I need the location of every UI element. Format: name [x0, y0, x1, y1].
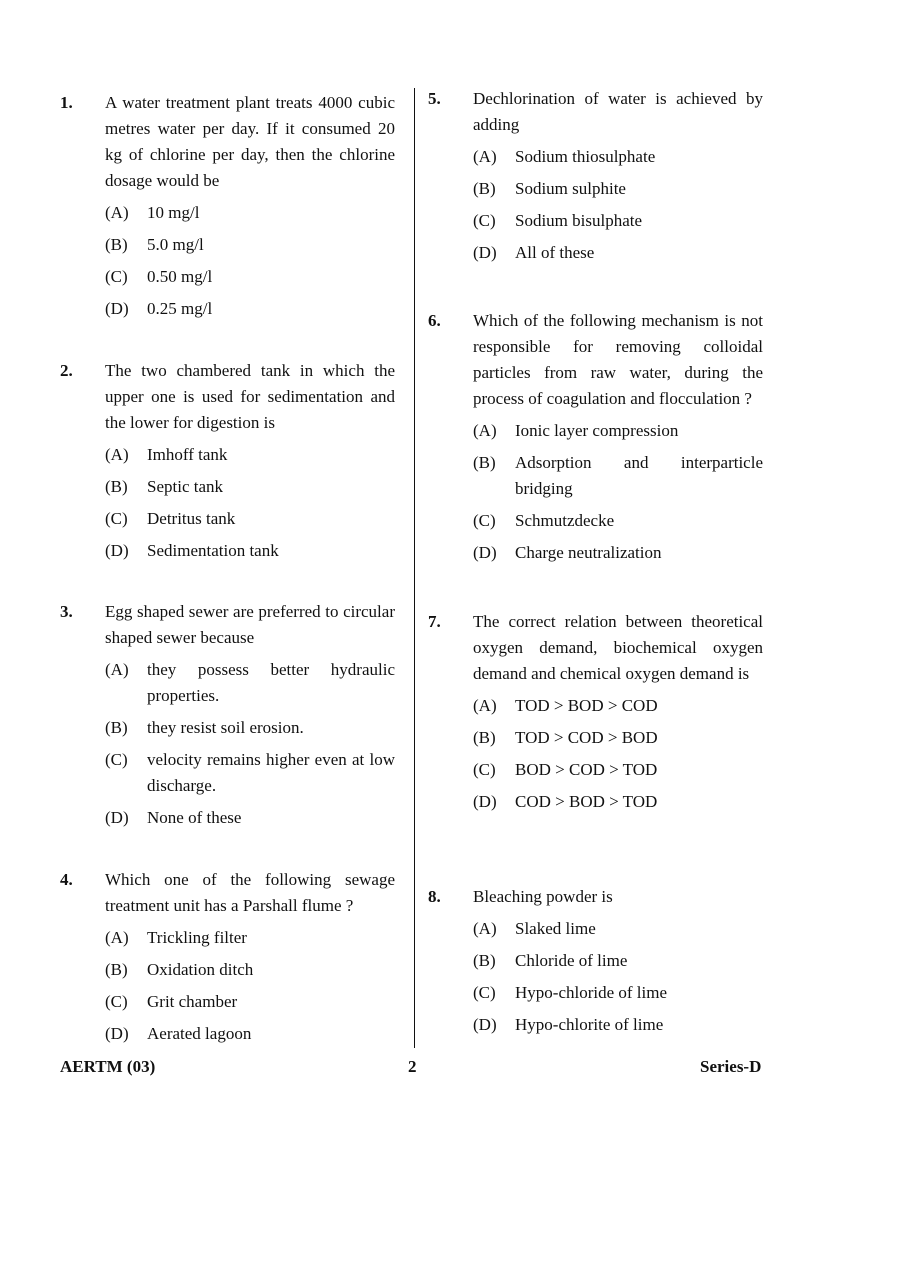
option-label: (C): [473, 511, 496, 530]
option-text: 0.50 mg/l: [147, 267, 213, 286]
option-text: Aerated lagoon: [147, 1024, 252, 1043]
question-number: 1.: [60, 93, 73, 112]
option-label: (A): [473, 421, 497, 440]
option-text: TOD > BOD > COD: [515, 696, 658, 715]
option-text: Sedimentation tank: [147, 541, 279, 560]
option-label: (D): [473, 543, 497, 562]
option-label: (A): [105, 445, 129, 464]
option-text: All of these: [515, 243, 595, 262]
option-c[interactable]: [473, 208, 763, 234]
option-label: (C): [473, 211, 496, 230]
option-text: Detritus tank: [147, 509, 236, 528]
option-text: None of these: [147, 808, 242, 827]
option-label: (C): [473, 983, 496, 1002]
option-b[interactable]: [105, 232, 395, 258]
question-6: [428, 308, 763, 572]
option-text: they resist soil erosion.: [147, 718, 304, 737]
option-label: (C): [473, 760, 496, 779]
option-label: (A): [473, 147, 497, 166]
option-label: (A): [105, 660, 129, 679]
question-7: [428, 609, 763, 821]
paper-code: AERTM (03): [60, 1057, 156, 1076]
option-text: Charge neutralization: [515, 543, 662, 562]
option-label: (D): [105, 808, 129, 827]
option-b[interactable]: [105, 715, 395, 741]
option-label: (C): [105, 267, 128, 286]
option-a[interactable]: [473, 418, 763, 444]
options-list: [473, 144, 763, 266]
question-number: 4.: [60, 870, 73, 889]
option-text: Trickling filter: [147, 928, 247, 947]
option-text: Chloride of lime: [515, 951, 628, 970]
option-b[interactable]: [105, 957, 395, 983]
option-label: (B): [105, 477, 128, 496]
question-text: Egg shaped sewer are preferred to circular shaped sewer because: [105, 602, 395, 647]
option-text: COD > BOD > TOD: [515, 792, 658, 811]
option-b[interactable]: [473, 176, 763, 202]
option-text: velocity remains higher even at low discharge.: [147, 750, 395, 795]
option-a[interactable]: [473, 693, 763, 719]
option-text: TOD > COD > BOD: [515, 728, 658, 747]
option-label: (D): [473, 1015, 497, 1034]
option-text: 10 mg/l: [147, 203, 200, 222]
option-label: (B): [105, 235, 128, 254]
option-a[interactable]: [105, 657, 395, 709]
options-list: [105, 657, 395, 831]
option-text: Slaked lime: [515, 919, 596, 938]
option-label: (B): [473, 179, 496, 198]
option-b[interactable]: [473, 725, 763, 751]
options-list: [473, 693, 763, 815]
column-divider: [414, 88, 415, 1048]
question-text: Dechlorination of water is achieved by adding: [473, 89, 763, 134]
option-label: (D): [105, 541, 129, 560]
options-list: [473, 418, 763, 566]
option-b[interactable]: [105, 474, 395, 500]
option-text: Ionic layer compression: [515, 421, 679, 440]
option-label: (A): [473, 919, 497, 938]
option-d[interactable]: [105, 805, 395, 831]
option-c[interactable]: [105, 989, 395, 1015]
option-a[interactable]: [105, 925, 395, 951]
option-c[interactable]: [105, 264, 395, 290]
options-list: [105, 925, 395, 1047]
option-label: (B): [473, 453, 496, 472]
question-number: 8.: [428, 887, 441, 906]
question-4: [60, 867, 395, 1053]
question-number: 2.: [60, 361, 73, 380]
option-d[interactable]: [105, 538, 395, 564]
question-number: 3.: [60, 602, 73, 621]
question-text: Which of the following mechanism is not responsible for removing colloidal particles from raw water, during the process of coagulation and flocculation ?: [473, 311, 763, 408]
option-label: (C): [105, 750, 128, 769]
option-text: 5.0 mg/l: [147, 235, 204, 254]
option-d[interactable]: [105, 1021, 395, 1047]
question-number: 7.: [428, 612, 441, 631]
option-text: BOD > COD > TOD: [515, 760, 658, 779]
option-text: Adsorption and interparticle bridging: [515, 453, 763, 498]
option-d[interactable]: [473, 1012, 763, 1038]
option-c[interactable]: [473, 508, 763, 534]
option-c[interactable]: [105, 506, 395, 532]
option-label: (D): [105, 299, 129, 318]
option-label: (A): [105, 928, 129, 947]
option-label: (B): [105, 960, 128, 979]
option-d[interactable]: [473, 540, 763, 566]
option-text: Schmutzdecke: [515, 511, 615, 530]
option-label: (C): [105, 992, 128, 1011]
option-text: Septic tank: [147, 477, 224, 496]
question-text: A water treatment plant treats 4000 cubic metres water per day. If it consumed 20 kg of chlorine per day, then the chlorine dosage would be: [105, 93, 395, 190]
option-a[interactable]: [105, 200, 395, 226]
option-label: (B): [473, 951, 496, 970]
option-label: (D): [105, 1024, 129, 1043]
option-label: (B): [473, 728, 496, 747]
option-label: (A): [105, 203, 129, 222]
option-d[interactable]: [473, 240, 763, 266]
options-list: [473, 916, 763, 1038]
question-text: The two chambered tank in which the upper one is used for sedimentation and the lower for digestion is: [105, 361, 395, 432]
option-c[interactable]: [473, 980, 763, 1006]
option-text: Imhoff tank: [147, 445, 228, 464]
option-text: 0.25 mg/l: [147, 299, 213, 318]
option-c[interactable]: [105, 747, 395, 799]
option-d[interactable]: [473, 789, 763, 815]
question-1: [60, 90, 395, 328]
question-2: [60, 358, 395, 570]
option-label: (B): [105, 718, 128, 737]
option-a[interactable]: [473, 144, 763, 170]
question-text: Bleaching powder is: [473, 887, 613, 906]
question-8: [428, 884, 763, 1044]
question-text: Which one of the following sewage treatment unit has a Parshall flume ?: [105, 870, 395, 915]
option-label: (D): [473, 243, 497, 262]
option-text: Sodium thiosulphate: [515, 147, 656, 166]
option-label: (A): [473, 696, 497, 715]
option-b[interactable]: [473, 450, 763, 502]
question-5: [428, 86, 763, 272]
option-label: (C): [105, 509, 128, 528]
option-c[interactable]: [473, 757, 763, 783]
question-3: [60, 599, 395, 837]
option-text: Hypo-chlorite of lime: [515, 1015, 664, 1034]
option-text: Grit chamber: [147, 992, 238, 1011]
options-list: [105, 200, 395, 322]
series-label: Series-D: [700, 1057, 762, 1076]
option-text: they possess better hydraulic properties.: [147, 660, 395, 705]
question-text: The correct relation between theoretical oxygen demand, biochemical oxygen demand and chemical oxygen demand is: [473, 612, 763, 683]
option-b[interactable]: [473, 948, 763, 974]
option-a[interactable]: [105, 442, 395, 468]
option-text: Oxidation ditch: [147, 960, 254, 979]
page-number: 2: [408, 1057, 417, 1076]
question-number: 6.: [428, 311, 441, 330]
option-text: Hypo-chloride of lime: [515, 983, 668, 1002]
option-text: Sodium bisulphate: [515, 211, 643, 230]
question-number: 5.: [428, 89, 441, 108]
option-a[interactable]: [473, 916, 763, 942]
option-d[interactable]: [105, 296, 395, 322]
options-list: [105, 442, 395, 564]
option-text: Sodium sulphite: [515, 179, 626, 198]
option-label: (D): [473, 792, 497, 811]
